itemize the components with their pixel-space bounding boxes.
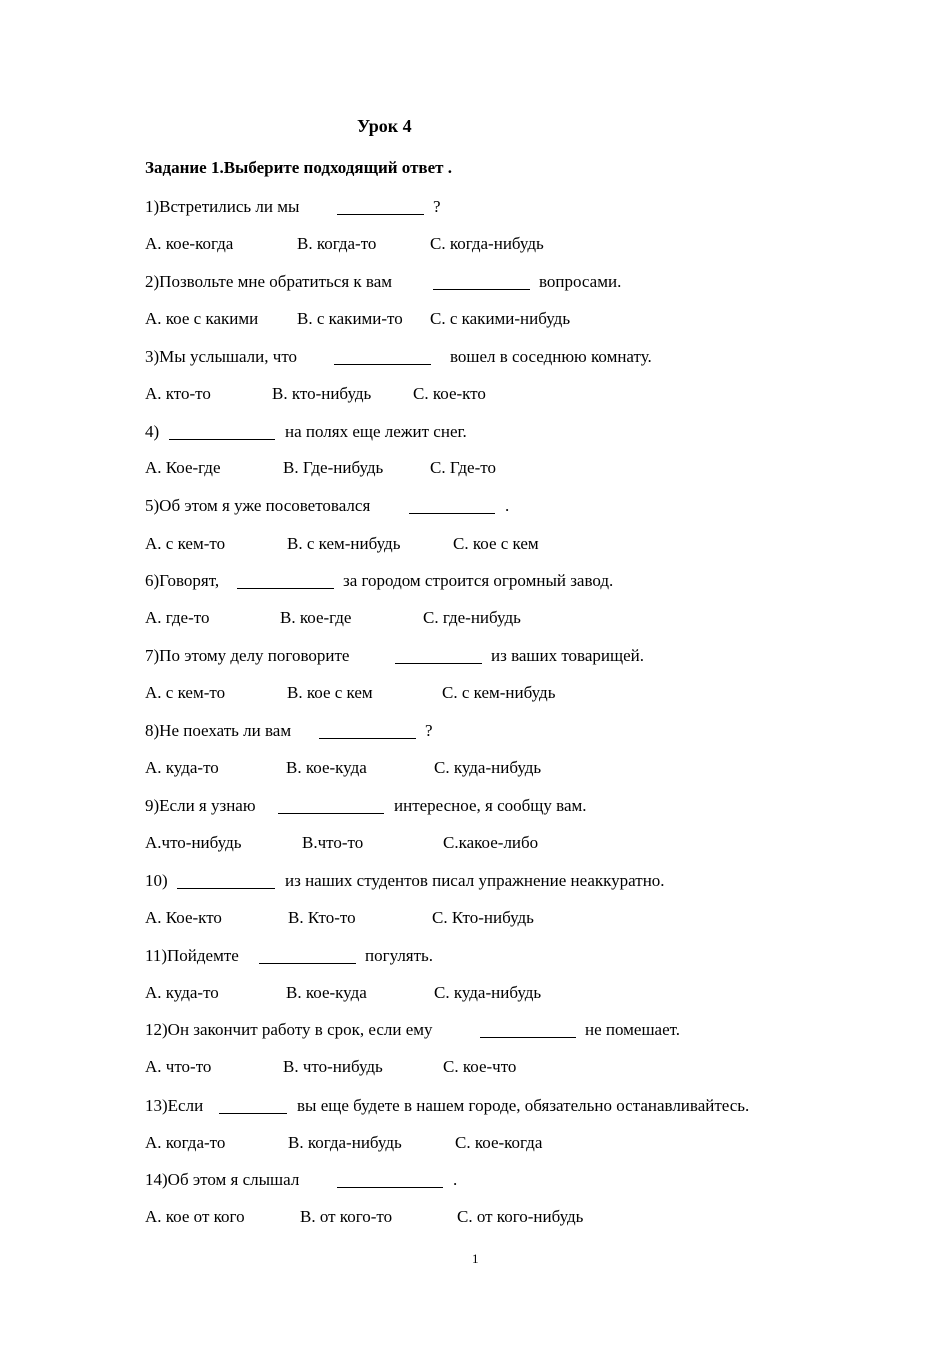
- question-text: 2)Позвольте мне обратиться к вам: [145, 272, 392, 291]
- question-text: 4): [145, 422, 160, 441]
- question-text-after: .: [453, 1170, 458, 1189]
- answer-option[interactable]: С. когда-нибудь: [430, 234, 544, 253]
- answer-blank[interactable]: [337, 214, 424, 215]
- answer-blank[interactable]: [433, 289, 530, 290]
- task-heading: Задание 1.Выберите подходящий ответ .: [145, 158, 452, 177]
- answer-option[interactable]: В. кто-нибудь: [272, 384, 372, 403]
- answer-option[interactable]: А. когда-то: [145, 1133, 226, 1152]
- question-text-after: вы еще будете в нашем городе, обязательно останавливайтесь.: [297, 1096, 750, 1115]
- answer-option[interactable]: А. кое с какими: [145, 309, 259, 328]
- answer-option[interactable]: С. кое-что: [443, 1057, 517, 1076]
- answer-blank[interactable]: [219, 1113, 287, 1114]
- question-text-after: интересное, я сообщу вам.: [394, 796, 587, 815]
- question-text-after: .: [505, 496, 510, 515]
- question-text: 10): [145, 871, 168, 890]
- question-text-after: на полях еще лежит снег.: [285, 422, 467, 441]
- answer-option[interactable]: В. кое с кем: [287, 683, 373, 702]
- question-text-after: вопросами.: [539, 272, 622, 291]
- question-text-after: погулять.: [365, 946, 434, 965]
- answer-option[interactable]: А. с кем-то: [145, 534, 226, 553]
- answer-option[interactable]: В. Кто-то: [288, 908, 356, 927]
- answer-option[interactable]: С. Кто-нибудь: [432, 908, 534, 927]
- answer-option[interactable]: В. кое-куда: [286, 758, 367, 777]
- question-text: 6)Говорят,: [145, 571, 220, 590]
- answer-blank[interactable]: [237, 588, 334, 589]
- answer-option[interactable]: С. кое с кем: [453, 534, 539, 553]
- question-text: 8)Не поехать ли вам: [145, 721, 292, 740]
- question-text-after: вошел в соседнюю комнату.: [450, 347, 652, 366]
- answer-option[interactable]: В. с кем-нибудь: [287, 534, 401, 553]
- answer-option[interactable]: А. с кем-то: [145, 683, 226, 702]
- question-text: 5)Об этом я уже посоветовался: [145, 496, 371, 515]
- answer-blank[interactable]: [409, 513, 495, 514]
- answer-option[interactable]: С.какое-либо: [443, 833, 539, 852]
- question-text: 13)Если: [145, 1096, 204, 1115]
- answer-blank[interactable]: [319, 738, 416, 739]
- answer-blank[interactable]: [334, 364, 431, 365]
- answer-option[interactable]: В. кое-где: [280, 608, 352, 627]
- answer-option[interactable]: В. от кого-то: [300, 1207, 393, 1226]
- answer-blank[interactable]: [177, 888, 275, 889]
- answer-blank[interactable]: [259, 963, 356, 964]
- answer-option[interactable]: А. где-то: [145, 608, 210, 627]
- question-text-after: из ваших товарищей.: [491, 646, 644, 665]
- answer-option[interactable]: В.что-то: [302, 833, 364, 852]
- answer-option[interactable]: А. куда-то: [145, 983, 219, 1002]
- answer-option[interactable]: В. кое-куда: [286, 983, 367, 1002]
- answer-option[interactable]: А. кое-когда: [145, 234, 234, 253]
- answer-option[interactable]: В. когда-нибудь: [288, 1133, 402, 1152]
- answer-option[interactable]: А. Кое-кто: [145, 908, 222, 927]
- answer-blank[interactable]: [278, 813, 384, 814]
- answer-option[interactable]: А. Кое-где: [145, 458, 221, 477]
- answer-option[interactable]: В. Где-нибудь: [283, 458, 384, 477]
- answer-option[interactable]: А. куда-то: [145, 758, 219, 777]
- question-text: 3)Мы услышали, что: [145, 347, 298, 366]
- answer-option[interactable]: С. куда-нибудь: [434, 758, 542, 777]
- answer-option[interactable]: С. куда-нибудь: [434, 983, 542, 1002]
- answer-option[interactable]: С. от кого-нибудь: [457, 1207, 584, 1226]
- answer-option[interactable]: А. что-то: [145, 1057, 212, 1076]
- question-text: 12)Он закончит работу в срок, если ему: [145, 1020, 433, 1039]
- question-text: 14)Об этом я слышал: [145, 1170, 300, 1189]
- question-text-after: ?: [425, 721, 433, 740]
- answer-option[interactable]: С. с кем-нибудь: [442, 683, 556, 702]
- answer-option[interactable]: С. Где-то: [430, 458, 496, 477]
- answer-option[interactable]: А. кое от кого: [145, 1207, 245, 1226]
- answer-option[interactable]: С. кое-кто: [413, 384, 486, 403]
- answer-option[interactable]: С. с какими-нибудь: [430, 309, 571, 328]
- answer-option[interactable]: В. что-нибудь: [283, 1057, 383, 1076]
- question-text: 9)Если я узнаю: [145, 796, 256, 815]
- answer-option[interactable]: В. с какими-то: [297, 309, 403, 328]
- question-text-after: из наших студентов писал упражнение неаккуратно.: [285, 871, 665, 890]
- answer-option[interactable]: А. кто-то: [145, 384, 211, 403]
- question-text: 1)Встретились ли мы: [145, 197, 300, 216]
- answer-blank[interactable]: [169, 439, 275, 440]
- question-text-after: ?: [433, 197, 441, 216]
- answer-blank[interactable]: [337, 1187, 443, 1188]
- question-text: 7)По этому делу поговорите: [145, 646, 350, 665]
- question-text-after: за городом строится огромный завод.: [343, 571, 614, 590]
- question-text-after: не помешает.: [585, 1020, 681, 1039]
- lesson-title: Урок 4: [357, 116, 412, 136]
- answer-blank[interactable]: [395, 663, 482, 664]
- answer-option[interactable]: С. кое-когда: [455, 1133, 543, 1152]
- question-text: 11)Пойдемте: [145, 946, 239, 965]
- answer-blank[interactable]: [480, 1037, 576, 1038]
- page-number: 1: [472, 1251, 479, 1266]
- answer-option[interactable]: С. где-нибудь: [423, 608, 521, 627]
- answer-option[interactable]: А.что-нибудь: [145, 833, 242, 852]
- answer-option[interactable]: В. когда-то: [297, 234, 377, 253]
